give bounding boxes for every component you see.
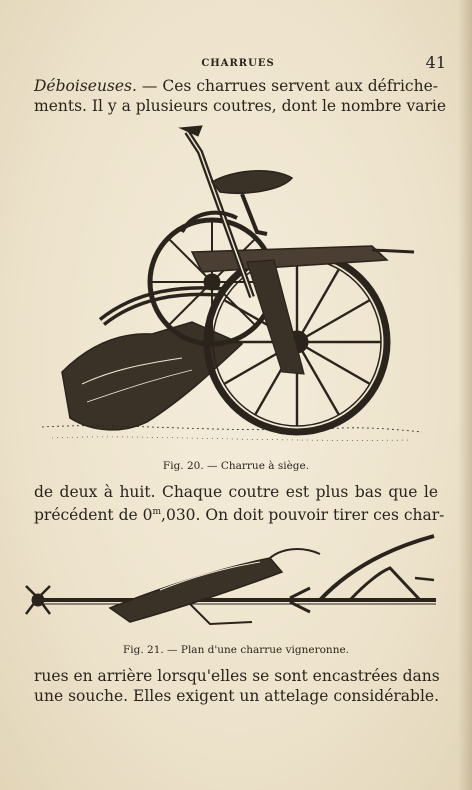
paragraph-coutres (34, 482, 445, 525)
paragraph-line (34, 502, 445, 525)
paragraph-line (34, 76, 438, 96)
paragraph-text: précédent de 0 (34, 506, 153, 525)
paragraph-line: ments. Il y a plusieurs coutres, dont le nombre varie (34, 97, 447, 115)
running-title: CHARRUES (201, 58, 275, 69)
page-spine-shadow (458, 0, 472, 790)
paragraph-line: de deux à huit. Chaque coutre est plus bas que le (34, 483, 438, 501)
paragraph-text: ,030. On doit pouvoir tirer ces char- (161, 506, 445, 525)
figure-20-caption: Fig. 20. — Charrue à siège. (162, 460, 310, 472)
paragraph-line: rues en arrière lorsqu'elles se sont encastrées dans (34, 667, 440, 685)
paragraph-text: — Ces charrues servent aux défriche- (136, 77, 438, 95)
page-header (30, 53, 446, 72)
figure-20-illustration (42, 122, 422, 452)
figure-21-caption: Fig. 21. — Plan d'une charrue vigneronne. (122, 644, 350, 656)
paragraph-deboiseuses (34, 76, 447, 116)
paragraph-line: une souche. Elles exigent un attelage considérable. (34, 687, 440, 705)
figure-21-illustration (20, 528, 440, 638)
term-deboiseuses: Déboiseuses. (34, 77, 137, 95)
page-number: 41 (425, 53, 446, 72)
unit-superscript: m (152, 507, 162, 517)
paragraph-attelage (34, 666, 438, 706)
